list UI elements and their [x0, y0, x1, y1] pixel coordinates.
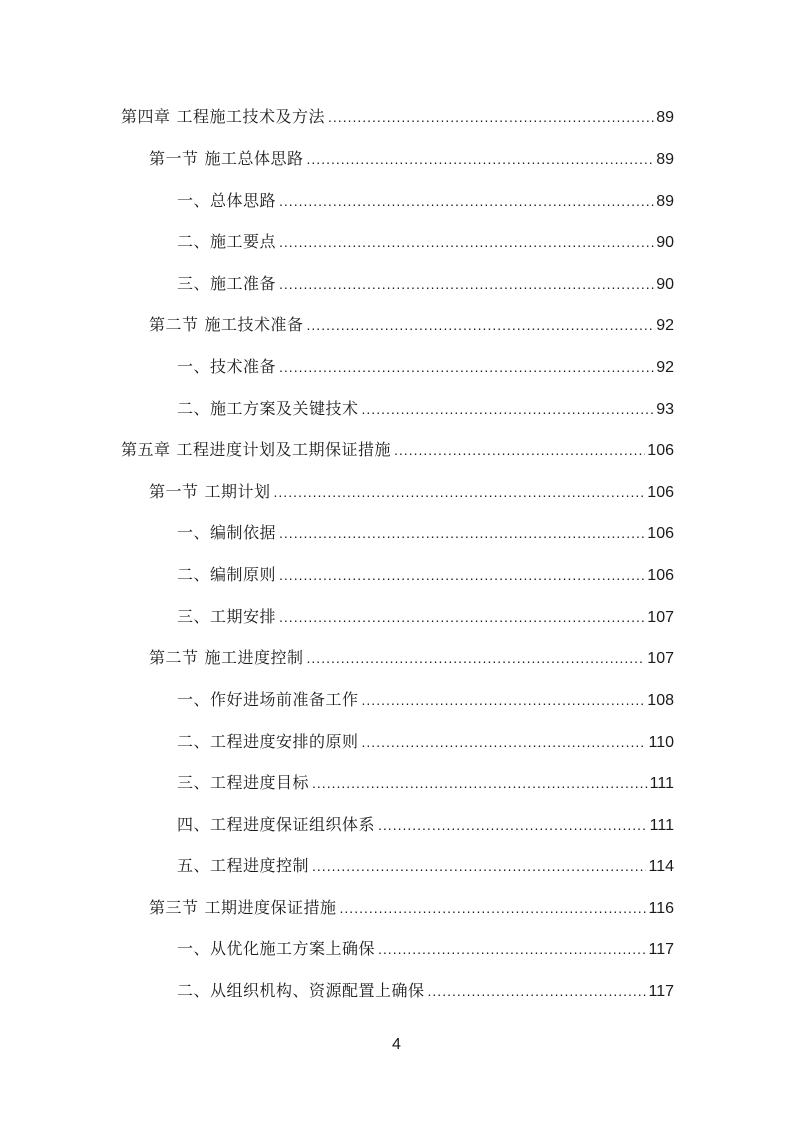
toc-entry[interactable] [177, 937, 674, 961]
toc-entry-title [177, 730, 359, 754]
toc-entry[interactable] [177, 854, 674, 878]
toc-entry-title [177, 189, 276, 213]
toc-entry-title [121, 105, 325, 129]
toc-entry-page: 117 [648, 941, 674, 958]
toc-entry-text: 工程进度保证组织体系 [210, 815, 376, 834]
toc-entry[interactable] [177, 688, 674, 712]
toc-entry-prefix: 第二节 [149, 315, 199, 334]
toc-entry-page: 106 [647, 525, 674, 542]
toc-entry[interactable] [177, 355, 674, 379]
toc-entry-title [177, 813, 375, 837]
toc-entry-text: 施工准备 [210, 274, 277, 293]
toc-entry[interactable] [177, 771, 674, 795]
toc-entry-page: 92 [656, 317, 674, 334]
toc-entry-title [177, 272, 276, 296]
toc-entry-prefix: 二、 [177, 399, 211, 418]
toc-entry-title [177, 397, 359, 421]
dot-leader [279, 605, 645, 629]
toc-entry[interactable] [177, 813, 674, 837]
toc-entry-title [177, 355, 276, 379]
dot-leader [362, 688, 646, 712]
toc-entry-text: 工期安排 [210, 607, 277, 626]
toc-entry-title [149, 313, 304, 337]
toc-entry-page: 116 [648, 900, 674, 917]
toc-entry-prefix: 二、 [177, 981, 211, 1000]
toc-entry[interactable] [177, 563, 674, 587]
toc-entry-prefix: 三、 [177, 773, 211, 792]
dot-leader [340, 896, 647, 920]
toc-entry-title [177, 979, 425, 1003]
toc-entry-title [149, 480, 271, 504]
dot-leader [279, 189, 654, 213]
toc-entry[interactable] [177, 521, 674, 545]
toc-entry-page: 111 [649, 817, 674, 834]
toc-entry-title [149, 646, 304, 670]
toc-entry[interactable] [149, 896, 674, 920]
dot-leader [312, 771, 648, 795]
toc-entry-prefix: 第一节 [149, 482, 199, 501]
toc-entry-title [149, 896, 337, 920]
dot-leader [312, 854, 646, 878]
dot-leader [378, 813, 648, 837]
toc-entry-title [177, 771, 309, 795]
toc-entry-title [177, 854, 309, 878]
dot-leader [279, 563, 645, 587]
toc-entry-text: 施工技术准备 [204, 315, 304, 334]
toc-entry-page: 111 [649, 775, 674, 792]
toc-entry-page: 106 [647, 484, 674, 501]
toc-entry-text: 施工方案及关键技术 [210, 399, 359, 418]
toc-entry[interactable] [177, 730, 674, 754]
toc-entry-prefix: 一、 [177, 690, 211, 709]
toc-entry-prefix: 三、 [177, 274, 211, 293]
toc-entry-title [121, 438, 391, 462]
toc-entry-page: 93 [656, 401, 674, 418]
toc-entry-page: 114 [648, 858, 674, 875]
toc-entry-page: 107 [647, 609, 674, 626]
toc-entry-text: 工期计划 [204, 482, 271, 501]
toc-entry-text: 工程进度安排的原则 [210, 732, 359, 751]
toc-entry-text: 施工进度控制 [204, 648, 304, 667]
toc-entry-page: 110 [648, 734, 674, 751]
toc-entry-page: 117 [648, 983, 674, 1000]
toc-entry-page: 106 [647, 442, 674, 459]
toc-entry[interactable] [177, 979, 674, 1003]
toc-entry[interactable] [177, 189, 674, 213]
toc-entry-prefix: 五、 [177, 856, 211, 875]
toc-entry-page: 107 [647, 650, 674, 667]
toc-entry-text: 编制依据 [210, 523, 277, 542]
toc-entry-text: 工程进度计划及工期保证措施 [176, 440, 392, 459]
toc-entry-text: 从优化施工方案上确保 [210, 939, 376, 958]
toc-entry-title [177, 521, 276, 545]
dot-leader [378, 937, 646, 961]
toc-entry-prefix: 一、 [177, 523, 211, 542]
dot-leader [394, 438, 645, 462]
toc-entry-text: 施工要点 [210, 232, 277, 251]
toc-entry-text: 技术准备 [210, 357, 277, 376]
toc-entry-prefix: 第一节 [149, 149, 199, 168]
dot-leader [428, 979, 647, 1003]
toc-entry-title [177, 563, 276, 587]
toc-entry-prefix: 第五章 [121, 440, 171, 459]
toc-entry[interactable] [177, 605, 674, 629]
toc-entry[interactable] [121, 105, 674, 129]
toc-entry-prefix: 二、 [177, 232, 211, 251]
toc-entry-page: 89 [656, 193, 674, 210]
dot-leader [362, 397, 655, 421]
dot-leader [279, 521, 645, 545]
toc-entry-prefix: 二、 [177, 732, 211, 751]
toc-entry-title [177, 605, 276, 629]
toc-entry[interactable] [177, 397, 674, 421]
toc-entry-prefix: 第三节 [149, 898, 199, 917]
toc-entry[interactable] [177, 230, 674, 254]
toc-entry-title [177, 937, 375, 961]
dot-leader [328, 105, 654, 129]
dot-leader [274, 480, 646, 504]
toc-entry-prefix: 一、 [177, 191, 211, 210]
dot-leader [307, 313, 655, 337]
toc-entry-text: 编制原则 [210, 565, 277, 584]
toc-entry[interactable] [177, 272, 674, 296]
dot-leader [279, 230, 654, 254]
toc-entry-prefix: 第二节 [149, 648, 199, 667]
toc-entry[interactable] [121, 438, 674, 462]
toc-entry-prefix: 第四章 [121, 107, 171, 126]
toc-entry-page: 108 [647, 692, 674, 709]
dot-leader [279, 355, 654, 379]
toc-entry-page: 106 [647, 567, 674, 584]
toc-entry-title [177, 688, 359, 712]
toc-entry-page: 89 [656, 151, 674, 168]
toc-entry-text: 工期进度保证措施 [204, 898, 337, 917]
toc-entry-text: 工程施工技术及方法 [176, 107, 326, 126]
toc-entry-prefix: 一、 [177, 357, 211, 376]
toc-entry-text: 作好进场前准备工作 [210, 690, 359, 709]
toc-entry-prefix: 四、 [177, 815, 211, 834]
dot-leader [279, 272, 654, 296]
toc-entry[interactable] [149, 313, 674, 337]
toc-entry[interactable] [149, 480, 674, 504]
dot-leader [362, 730, 647, 754]
toc-entry-title [177, 230, 276, 254]
toc-entry[interactable] [149, 147, 674, 171]
toc-entry[interactable] [149, 646, 674, 670]
toc-entry-text: 从组织机构、资源配置上确保 [210, 981, 425, 1000]
dot-leader [307, 646, 646, 670]
toc-entry-page: 89 [656, 109, 674, 126]
toc-entry-page: 92 [656, 359, 674, 376]
dot-leader [307, 147, 655, 171]
page-number: 4 [392, 1036, 401, 1053]
toc-entry-page: 90 [656, 234, 674, 251]
toc-entry-text: 总体思路 [210, 191, 277, 210]
toc-entry-text: 工程进度控制 [210, 856, 310, 875]
toc-entry-text: 工程进度目标 [210, 773, 310, 792]
toc-entry-prefix: 三、 [177, 607, 211, 626]
toc-entry-text: 施工总体思路 [204, 149, 304, 168]
toc-entry-title [149, 147, 304, 171]
toc-entry-prefix: 二、 [177, 565, 211, 584]
toc-entry-page: 90 [656, 276, 674, 293]
toc-entry-prefix: 一、 [177, 939, 211, 958]
